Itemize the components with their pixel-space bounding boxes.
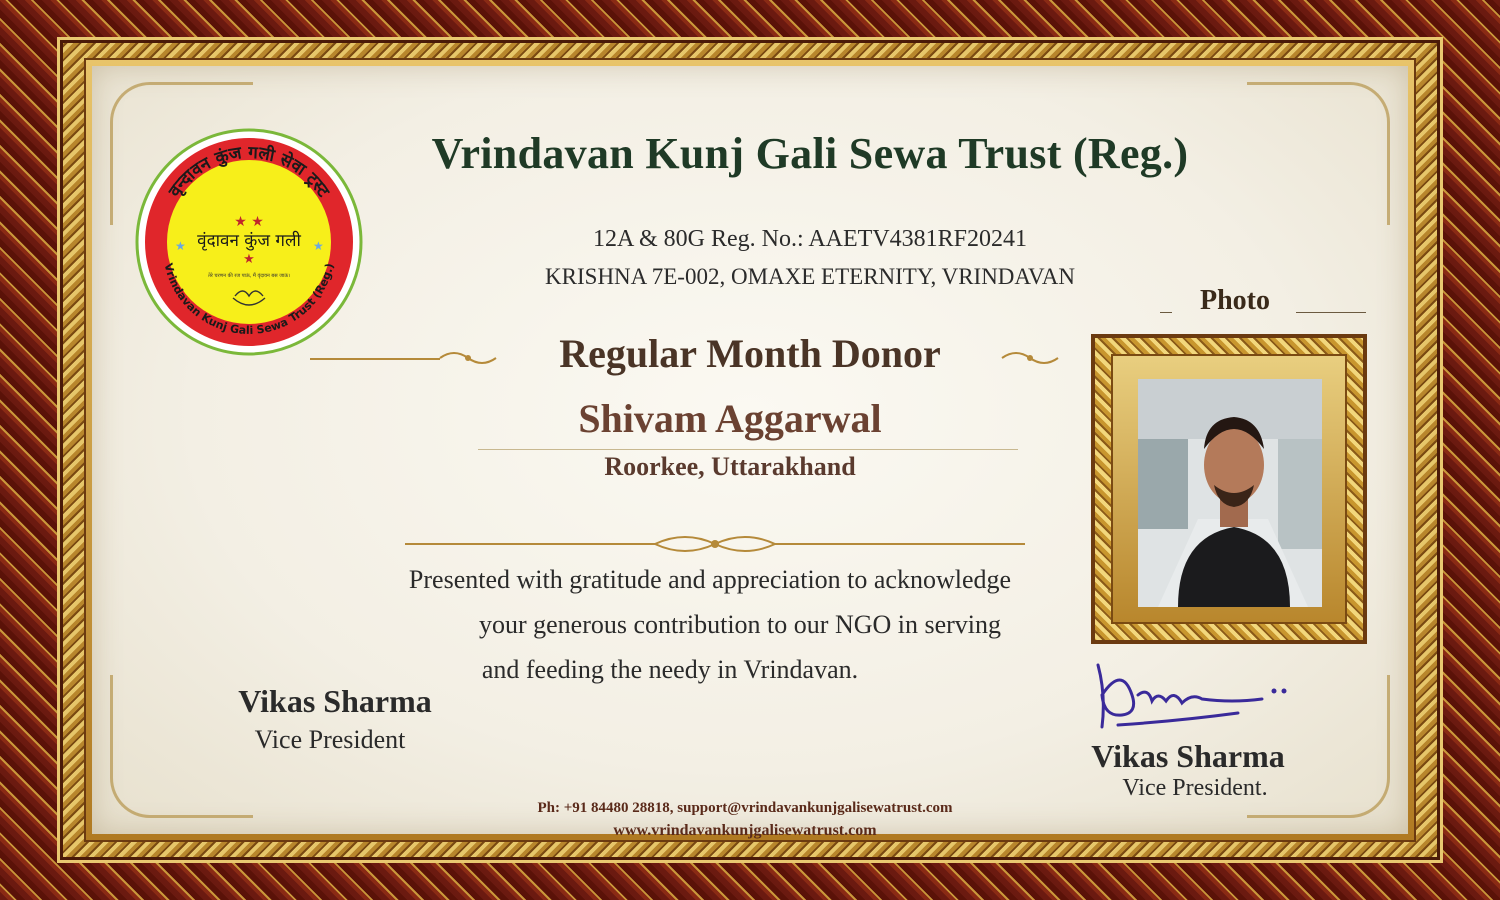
footer-website: www.vrindavankunjgalisewatrust.com xyxy=(613,822,877,839)
flourish-left xyxy=(310,358,440,360)
organization-title: Vrindavan Kunj Gali Sewa Trust (Reg.) xyxy=(431,129,1189,178)
signature xyxy=(1088,655,1298,735)
body-text-line: your generous contribution to our NGO in serving xyxy=(478,610,1002,639)
recipient-location: Roorkee, Uttarakhand xyxy=(604,452,856,481)
signatory-left-title: Vice President xyxy=(254,725,406,754)
trust-seal-logo xyxy=(135,128,363,356)
corner-ornament xyxy=(1247,82,1390,225)
divider xyxy=(1296,312,1366,313)
flourish-right-icon xyxy=(1000,346,1060,370)
star-icon: ★ xyxy=(175,239,186,253)
name-underline xyxy=(478,449,1018,450)
body-text-line: Presented with gratitude and appreciation to acknowledge xyxy=(408,565,1012,594)
footer-contact: Ph: +91 84480 28818, support@vrindavankunjgalisewatrust.com xyxy=(537,800,953,816)
seal-bottom-text: Vrindavan Kunj Gali Sewa Trust (Reg.) xyxy=(161,261,337,337)
photo-mat xyxy=(1111,354,1347,624)
ornamental-divider xyxy=(405,532,1025,556)
recipient-photo xyxy=(1138,379,1322,607)
organization-address: KRISHNA 7E-002, OMAXE ETERNITY, VRINDAVAN xyxy=(545,264,1075,289)
recipient-name: Shivam Aggarwal xyxy=(578,396,882,441)
photo-label: Photo xyxy=(1200,285,1270,316)
star-icon: ★ xyxy=(313,239,324,253)
star-icon: ★ xyxy=(243,252,255,267)
signatory-right-name: Vikas Sharma xyxy=(1091,738,1285,774)
divider xyxy=(1160,312,1172,313)
award-title: Regular Month Donor xyxy=(559,331,941,376)
seal-center-text: वृंदावन कुंज गली xyxy=(197,231,301,251)
photo-frame xyxy=(1093,336,1365,642)
seal-tagline: तेरे चरणन की रज पाऊं, मैं वृंदावन बस जाऊं। xyxy=(207,273,291,279)
seal-top-text: वृन्दावन कुंज गली सेवा ट्रस्ट xyxy=(164,142,334,201)
signatory-left-name: Vikas Sharma xyxy=(238,683,432,719)
body-text-line: and feeding the needy in Vrindavan. xyxy=(481,655,859,684)
signatory-right-title: Vice President. xyxy=(1122,775,1268,801)
registration-number: 12A & 80G Reg. No.: AAETV4381RF20241 xyxy=(592,226,1027,252)
star-icon: ★ ★ xyxy=(234,214,264,230)
